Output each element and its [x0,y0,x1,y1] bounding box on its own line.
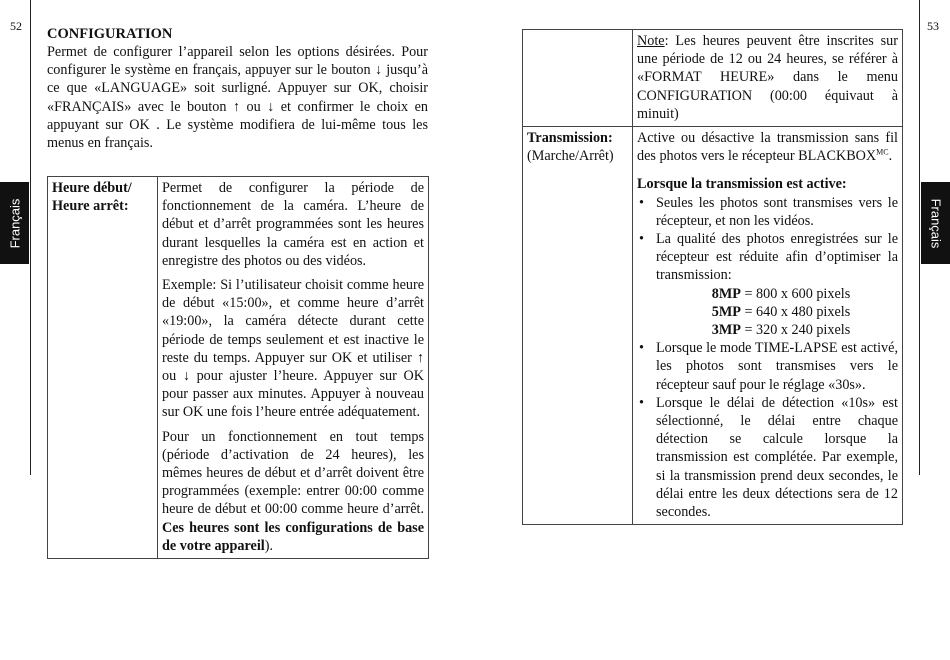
resolution-value: = 800 x 600 pixels [740,285,851,302]
resolution-line [656,321,898,339]
intro-paragraph: Permet de configurer l’appareil selon les options désirées. Pour configurer le système en français, appuyer sur le bouton ↓ jusqu’à ce que «LANGUAGE» soit surligné. Appuyer sur OK, choisir «FRANÇAIS» avec le bouton ↑ ou ↓ et confirmer le choix en appuyant sur OK . Le système modifiera de lui-même tous les menus en français. [47,44,428,152]
language-tab-right-label: Français [928,198,944,248]
para3-bold-text: Ces heures sont les configurations de base de votre appareil [162,519,424,554]
note-label: Note [637,33,665,49]
table-row [523,127,903,525]
language-tab-left [0,182,29,264]
resolution-line [656,285,898,303]
page-number-right: 53 [927,19,939,33]
section-heading: CONFIGURATION [47,26,173,42]
note-cell [633,30,903,127]
list-item: • Lorsque le mode TIME-LAPSE est activé, les photos sont transmises vers le récepteur sauf pour le réglage «30s». [656,339,898,394]
transmission-label: Transmission: [527,130,613,147]
trademark-superscript: MC [876,147,889,157]
transmission-desc-text: Active ou désactive la transmission sans fil des photos vers le récepteur BLACKBOX [637,130,898,165]
table-row [523,30,903,127]
resolution-mp: 8MP [711,285,741,302]
list-item [656,230,898,339]
list-item: • Lorsque le délai de détection «10s» est sélectionné, le délai entre chaque détection se calcule lorsque la transmission est complétée. Par exemple, si la transmission prend deux secondes, le délai entre les deux détections sera de 12 secondes. [656,394,898,521]
start-time-label: Heure début/ [52,180,132,196]
language-tab-right [921,182,950,264]
language-tab-left-label: Français [7,198,23,248]
resolution-mp: 5MP [711,303,741,320]
start-stop-time-table [47,176,429,559]
resolution-value: = 320 x 240 pixels [740,322,851,339]
left-margin-rule [30,0,31,475]
table-row [48,177,429,559]
configuration-intro [47,25,428,152]
transmission-description [637,129,898,165]
note-empty-cell [523,30,633,127]
transmission-sublabel: (Marche/Arrêt) [527,148,614,165]
right-margin-rule [919,0,920,475]
list-item: • Seules les photos sont transmises vers le récepteur, et non les vidéos. [656,194,898,230]
description-paragraph-3 [162,428,424,555]
resolution-line [656,303,898,321]
transmission-label-cell [523,127,633,525]
transmission-desc-end: . [888,148,893,165]
transmission-description-cell [633,127,903,525]
configuration-table-continued [522,29,903,525]
note-paragraph [637,32,898,123]
resolution-mp: 3MP [711,322,741,339]
start-stop-description-cell [158,177,429,559]
para3-text: Pour un fonctionnement en tout temps (période d’activation de 24 heures), les mêmes heures de début et d’arrêt doivent être programmées (exemple: entrer 00:00 comme heure de début et 00:00 comme heure d’arrêt. [162,428,424,518]
active-heading: Lorsque la transmission est active: [637,176,847,193]
resolution-value: = 640 x 480 pixels [740,303,851,320]
transmission-bullet-list [637,194,898,522]
description-paragraph-1: Permet de configurer la période de fonctionnement de la caméra. L’heure de début et d’arrêt programmées sont les heures durant lesquelles la caméra est en action et enregistre des photos ou des vidéos. [162,180,424,269]
para3-end: ). [264,537,274,554]
bullet2-text: La qualité des photos enregistrées sur le récepteur est réduite afin d’optimiser la transmission: [656,231,898,284]
description-paragraph-2: Exemple: Si l’utilisateur choisit comme heure de début «15:00», et comme heure d’arrêt «19:00», la caméra détecte durant cette période de temps seulement et est inactive le reste du temps. Appuyer sur OK et utiliser ↑ ou ↓ pour ajuster l’heure. Appuyer sur OK pour passer aux minutes. Appuyer à nouveau sur OK une fois l’heure entrée adéquatement. [162,277,424,421]
note-text: : Les heures peuvent être inscrites sur une période de 12 ou 24 heures, se référer à «FORMAT HEURE» dans le menu CONFIGURATION (00:00 équivaut à minuit) [637,33,898,122]
start-stop-label-cell [48,177,158,559]
page-number-left: 52 [10,19,22,33]
stop-time-label: Heure arrêt: [52,198,129,215]
